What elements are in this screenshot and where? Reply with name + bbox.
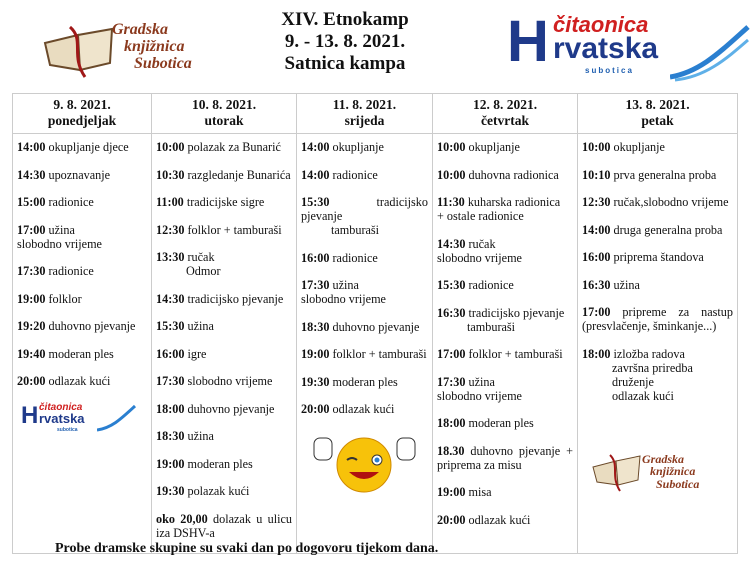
day-header <box>578 94 738 134</box>
entry-time: 18.30 <box>437 443 465 458</box>
day-date: 11. 8. 2021. <box>332 97 397 112</box>
entry-time: 10:00 <box>156 140 185 154</box>
entry-activity: ručak,slobodno vrijeme <box>613 195 729 209</box>
entry-time: 16:30 <box>437 305 466 320</box>
logo-letter: H <box>21 401 39 429</box>
entry-activity: polazak za Bunarić <box>187 140 281 154</box>
entry-activity-line: slobodno vrijeme <box>301 292 386 306</box>
schedule-entry <box>437 513 573 527</box>
entry-time: 17:30 <box>437 374 466 389</box>
entry-activity: užina <box>332 278 359 292</box>
day-date: 13. 8. 2021. <box>625 97 690 112</box>
entry-activity: tradicijsko pjevanje <box>468 305 565 320</box>
entry-activity: tradicijsko pjevanje <box>301 195 428 223</box>
entry-activity: duhovna radionica <box>468 167 559 182</box>
entry-activity: duhovno pjevanje + priprema za misu <box>437 443 573 472</box>
entry-time: 19:00 <box>437 485 466 499</box>
day-name: petak <box>641 113 674 128</box>
schedule-entry <box>437 195 573 223</box>
schedule-entry <box>437 237 573 265</box>
entry-activity: okupljanje <box>613 140 665 154</box>
entry-activity: odlazak kući <box>48 374 111 388</box>
entry-activity-line: završna priredba <box>612 360 693 375</box>
schedule-entry <box>156 140 292 154</box>
entry-activity: dolazak u ulicu iza DSHV-a <box>156 511 292 540</box>
entry-activity: radionice <box>48 264 94 278</box>
day-schedule <box>578 134 738 554</box>
entry-time: 16:30 <box>582 277 611 292</box>
logo-text: knjižnica <box>124 37 185 55</box>
entry-activity: izložba radova <box>613 346 685 361</box>
schedule-entry <box>17 264 147 278</box>
open-book-icon <box>40 25 120 80</box>
entry-activity: okupljanje djece <box>48 140 129 154</box>
entry-activity: folklor + tamburaši <box>468 347 563 361</box>
entry-activity-line: slobodno vrijeme <box>17 236 102 251</box>
entry-activity: folklor + tamburaši <box>187 222 282 237</box>
gradska-knjiznica-logo <box>40 20 220 80</box>
entry-time: 19:00 <box>301 347 330 361</box>
entry-activity: okupljanje <box>332 140 384 154</box>
schedule-entry <box>156 223 292 237</box>
entry-time: 14:30 <box>437 236 466 251</box>
schedule-entry <box>156 195 292 209</box>
schedule-entry <box>156 374 292 388</box>
entry-time: 10:30 <box>156 167 185 182</box>
entry-activity: upoznavanje <box>48 167 111 182</box>
logo-text: subotica <box>585 66 634 75</box>
entry-activity: užina <box>468 374 495 389</box>
day-schedule <box>297 134 433 554</box>
entry-activity: polazak kući <box>187 484 250 498</box>
entry-activity: folklor <box>48 291 82 306</box>
entry-activity: folklor + tamburaši <box>332 347 427 361</box>
entry-time: 14:00 <box>17 140 46 154</box>
entry-activity: odlazak kući <box>332 402 395 416</box>
schedule-entry <box>437 168 573 182</box>
entry-time: 13:30 <box>156 250 185 264</box>
entry-activity: odlazak kući <box>468 512 531 527</box>
schedule-entry <box>301 278 428 306</box>
entry-activity: ručak <box>187 250 215 264</box>
logo-text: čitaonica <box>553 12 649 37</box>
logo-text: Subotica <box>134 54 192 72</box>
entry-activity: užina <box>187 319 214 333</box>
title-dates: 9. - 13. 8. 2021. <box>284 31 406 52</box>
entry-activity: radionice <box>332 250 378 265</box>
entry-time: 17:30 <box>17 264 46 278</box>
open-book-icon <box>590 453 645 493</box>
schedule-entry <box>582 195 733 209</box>
entry-activity: moderan ples <box>187 456 253 471</box>
schedule-entry <box>17 223 147 251</box>
page-title <box>250 9 440 75</box>
schedule-entry <box>437 278 573 292</box>
schedule-entry <box>156 457 292 471</box>
entry-time: 17:30 <box>156 374 185 388</box>
entry-time: 12:30 <box>582 195 611 209</box>
entry-time: 10:00 <box>437 140 466 154</box>
entry-activity: radionice <box>48 195 94 209</box>
entry-activity: misa <box>468 485 492 499</box>
entry-activity: kuharska radionica <box>467 195 561 209</box>
schedule-entry <box>301 402 428 416</box>
smiley-thumbs-up-icon <box>309 430 419 495</box>
entry-activity: priprema štandova <box>613 250 704 264</box>
title-subtitle: Satnica kampa <box>284 53 406 74</box>
entry-time: 19:00 <box>17 291 46 306</box>
schedule-entry <box>17 195 147 209</box>
schedule-entry <box>156 292 292 306</box>
entry-time: 18:00 <box>156 401 185 416</box>
logo-letter: H <box>507 9 549 74</box>
schedule-entry <box>301 168 428 182</box>
schedule-entry <box>156 347 292 361</box>
schedule-entry <box>437 375 573 403</box>
day-schedule <box>13 134 152 554</box>
schedule-entry <box>156 512 292 540</box>
logo-text: čitaonica <box>39 401 83 413</box>
entry-time: 16:00 <box>582 250 611 264</box>
schedule-entry <box>301 320 428 334</box>
schedule-entry <box>582 305 733 333</box>
schedule-table <box>12 93 738 554</box>
hrvatska-citaonica-logo <box>505 9 745 82</box>
entry-time: 18:30 <box>301 319 330 334</box>
day-header <box>297 94 433 134</box>
schedule-entry <box>582 223 733 237</box>
day-header <box>152 94 297 134</box>
entry-activity: igre <box>187 346 207 361</box>
day-name: četvrtak <box>481 113 529 128</box>
entry-activity: slobodno vrijeme <box>187 374 273 388</box>
schedule-entry <box>582 140 733 154</box>
logo-text: Gradska <box>112 21 169 38</box>
schedule-entry <box>17 374 147 388</box>
entry-activity-line: + ostale radionice <box>437 209 524 223</box>
logo-text: rvatska <box>39 410 85 426</box>
entry-time: 20:00 <box>17 374 46 388</box>
logo-text: subotica <box>57 426 78 433</box>
entry-activity: pripreme za nastup (presvlačenje, šminkanje...) <box>582 305 733 333</box>
entry-time: 14:00 <box>301 140 330 154</box>
day-date: 10. 8. 2021. <box>191 97 257 112</box>
day-name: utorak <box>204 113 244 128</box>
schedule-entry <box>17 319 147 333</box>
entry-time: 14:00 <box>301 167 330 182</box>
entry-time: 11:30 <box>437 195 465 209</box>
entry-activity: duhovno pjevanje <box>187 401 275 416</box>
entry-time: 10:00 <box>437 167 466 182</box>
schedule-entry <box>17 292 147 306</box>
schedule-entry <box>156 429 292 443</box>
schedule-entry <box>17 347 147 361</box>
entry-activity-line: druženje <box>612 374 654 389</box>
entry-activity: užina <box>187 429 214 443</box>
schedule-entry <box>301 251 428 265</box>
schedule-entry <box>582 250 733 264</box>
schedule-entry <box>301 347 428 361</box>
entry-activity: tradicijske sigre <box>186 195 265 209</box>
entry-time: 19:40 <box>17 346 46 361</box>
entry-time: 12:30 <box>156 222 185 237</box>
entry-activity-line: slobodno vrijeme <box>437 250 522 265</box>
entry-time: 15:00 <box>17 195 46 209</box>
entry-activity: radionice <box>332 167 378 182</box>
hrvatska-citaonica-logo-small <box>17 402 147 436</box>
entry-time: 17:00 <box>17 222 46 237</box>
entry-time: 14:30 <box>17 167 46 182</box>
day-schedule <box>433 134 578 554</box>
entry-activity: druga generalna proba <box>613 222 723 237</box>
entry-time: 15:30 <box>437 278 466 292</box>
logo-text: knjižnica <box>650 464 696 479</box>
schedule-entry <box>301 140 428 154</box>
schedule-entry <box>156 402 292 416</box>
entry-activity: prva generalna proba <box>613 167 717 182</box>
entry-time: 15:30 <box>301 195 330 209</box>
gradska-knjiznica-logo-small <box>582 453 733 498</box>
footer-note: Probe dramske skupine su svaki dan po dogovoru tijekom dana. <box>55 541 439 556</box>
schedule-entry <box>17 168 147 182</box>
schedule-entry <box>437 306 573 334</box>
day-header <box>13 94 152 134</box>
entry-activity-line: odlazak kući <box>612 388 674 403</box>
entry-time: 19:30 <box>301 374 330 389</box>
entry-time: 16:00 <box>156 346 185 361</box>
entry-time: 20:00 <box>437 512 466 527</box>
entry-time: 16:00 <box>301 250 330 265</box>
entry-activity: užina <box>48 222 75 237</box>
entry-activity: razgledanje Bunarića <box>187 167 291 182</box>
day-name: ponedjeljak <box>47 113 117 128</box>
entry-time: 18:00 <box>582 346 611 361</box>
entry-activity: moderan ples <box>468 416 534 430</box>
entry-activity: tradicijsko pjevanje <box>187 291 284 306</box>
schedule-entry <box>437 485 573 499</box>
day-date: 12. 8. 2021. <box>472 97 538 112</box>
schedule-entry <box>301 375 428 389</box>
schedule-entry <box>17 140 147 154</box>
day-name: srijeda <box>344 113 385 128</box>
day-header <box>433 94 578 134</box>
schedule-entry <box>437 140 573 154</box>
logo-text: Subotica <box>656 476 700 491</box>
schedule-entry <box>582 168 733 182</box>
entry-time: 18:30 <box>156 429 185 443</box>
entry-time: 17:00 <box>437 347 466 361</box>
schedule-entry <box>437 444 573 472</box>
entry-time: 15:30 <box>156 319 185 333</box>
schedule-entry <box>156 484 292 498</box>
entry-time: 19:20 <box>17 319 46 333</box>
schedule-entry <box>582 347 733 403</box>
entry-activity: moderan ples <box>48 346 114 361</box>
entry-activity-line: Odmor <box>186 264 221 278</box>
entry-activity: moderan ples <box>332 374 398 389</box>
schedule-entry <box>156 168 292 182</box>
schedule-entry <box>301 195 428 237</box>
day-date: 9. 8. 2021. <box>53 97 111 112</box>
entry-activity-line: tamburaši <box>467 319 516 334</box>
entry-time: 11:00 <box>156 195 184 209</box>
logo-text: rvatska <box>553 32 659 65</box>
entry-time: 17:00 <box>582 305 611 319</box>
entry-activity: okupljanje <box>468 140 520 154</box>
schedule-entry <box>437 416 573 430</box>
logo-text: Gradska <box>642 451 685 466</box>
entry-time: 17:30 <box>301 278 330 292</box>
day-schedule <box>152 134 297 554</box>
entry-time: oko 20,00 <box>156 511 208 526</box>
entry-time: 19:00 <box>156 456 185 471</box>
wave-icon <box>670 22 750 82</box>
entry-activity: užina <box>613 277 640 292</box>
wave-icon <box>97 404 137 434</box>
entry-activity-line: tamburaši <box>331 223 380 237</box>
entry-activity: ručak <box>468 236 496 251</box>
title-line: XIV. Etnokamp <box>281 9 409 30</box>
entry-time: 10:00 <box>582 140 611 154</box>
schedule-entry <box>582 278 733 292</box>
schedule-entry <box>156 250 292 278</box>
entry-time: 19:30 <box>156 484 185 498</box>
entry-time: 14:00 <box>582 222 611 237</box>
entry-activity-line: slobodno vrijeme <box>437 388 522 403</box>
entry-activity: duhovno pjevanje <box>48 319 136 333</box>
entry-activity: radionice <box>468 278 514 292</box>
entry-time: 18:00 <box>437 416 466 430</box>
entry-time: 20:00 <box>301 402 330 416</box>
entry-activity: duhovno pjevanje <box>332 319 420 334</box>
schedule-entry <box>156 319 292 333</box>
schedule-entry <box>437 347 573 361</box>
entry-time: 10:10 <box>582 167 611 182</box>
entry-time: 14:30 <box>156 291 185 306</box>
